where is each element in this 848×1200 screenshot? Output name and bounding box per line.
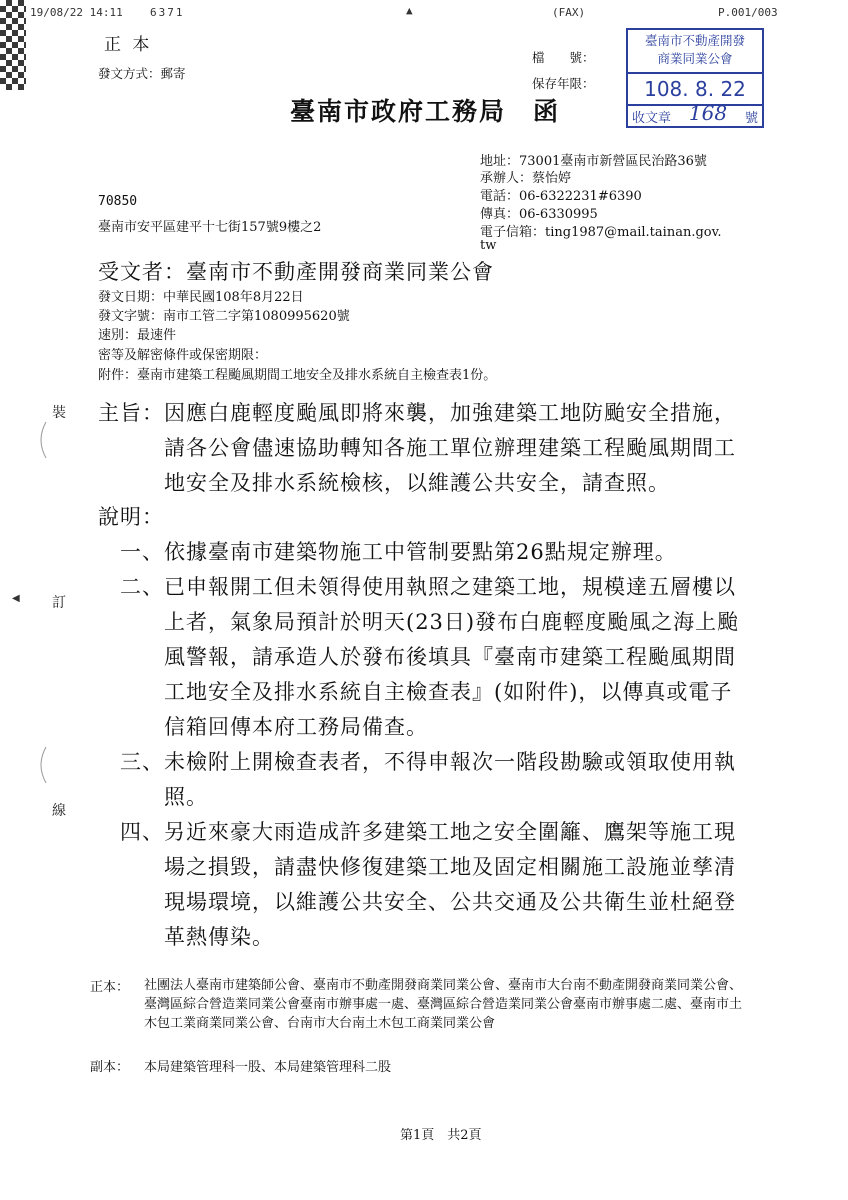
sender-address: 地址：73001臺南市新營區民治路36號 (480, 154, 707, 169)
received-stamp (626, 28, 764, 128)
document-title: 臺南市政府工務局 函 (290, 97, 561, 126)
original-mark: 正 本 (104, 35, 153, 55)
original-copy-label: 正本： (90, 980, 130, 995)
subject-text: 因應白鹿輕度颱風即將來襲，加強建築工地防颱安全措施，請各公會儘速協助轉知各施工單位辦理建築工程颱風期間工地安全及排水系統檢核，以維護公共安全，請查照。 (164, 401, 736, 495)
sender-fax: 傳真：06-6330995 (480, 207, 598, 222)
original-copy-text: 社團法人臺南市建築師公會、臺南市不動產開發商業同業公會、臺南市大台南不動產開發商業同業公會、臺灣區綜合營造業同業公會臺南市辦事處一處、臺灣區綜合營造業同業公會臺南市辦事處二處、臺南市土木包工業商業同業公會、台南市大台南土木包工商業同業公會 (144, 978, 743, 1031)
doc-number: 發文字號：南市工管二字第1080995620號 (98, 309, 350, 324)
binding-hole-bottom (34, 745, 48, 785)
item-3-text: 未檢附上開檢查表者，不得申報次一階段勘驗或領取使用執照。 (164, 750, 736, 809)
retention-label: 保存年限： (532, 76, 595, 91)
binding-left-arrow-icon: ◀ (12, 593, 20, 604)
recipient-mail-address: 臺南市安平區建平十七街157號9樓之2 (98, 220, 322, 235)
fax-page: P.001/003 (718, 6, 778, 19)
item-3-num: 三、 (120, 750, 164, 774)
fax-number: 6371 (150, 6, 185, 19)
item-1-num: 一、 (120, 540, 164, 564)
recipient-postcode: 70850 (98, 194, 138, 209)
file-no-label: 檔 號： (532, 50, 595, 65)
binding-mark-bottom: 線 (52, 803, 66, 819)
item-2-num: 二、 (120, 575, 164, 599)
stamp-date: 108. 8. 22 (628, 74, 762, 106)
send-method: 發文方式：郵寄 (98, 66, 186, 81)
sender-handler: 承辦人：蔡怡婷 (480, 171, 572, 186)
item-2-text: 已申報開工但未領得使用執照之建築工地，規模達五層樓以上者，氣象局預計於明天(23日)發布白鹿輕度颱風之海上颱風警報，請承造人於發布後填具『臺南市建築工程颱風期間工地安全及排水系統自主檢查表』(如附件)，以傳真或電子信箱回傳本府工務局備查。 (164, 575, 740, 739)
subject-label: 主旨： (98, 401, 164, 425)
page-footer: 第1頁 共2頁 (400, 1128, 482, 1143)
item-4-text: 另近來豪大雨造成許多建築工地之安全圍籬、鷹架等施工現場之損毀，請盡快修復建築工地及固定相關施工設施並孳清現場環境，以維護公共安全、公共交通及公共衛生並杜絕登革熱傳染。 (164, 820, 736, 949)
sender-email-cont: tw (480, 238, 497, 253)
cc-text: 本局建築管理科一股、本局建築管理科二股 (144, 1060, 392, 1075)
attachment: 附件：臺南市建築工程颱風期間工地安全及排水系統自主檢查表1份。 (98, 368, 497, 383)
fax-datetime: 19/08/22 14:11 (30, 6, 123, 19)
stamp-handwritten-number: 168 (688, 101, 728, 125)
explanation-label: 說明： (98, 505, 164, 529)
sender-email: 電子信箱：ting1987@mail.tainan.gov. (480, 225, 722, 240)
stamp-label: 收文章 (632, 111, 672, 126)
stamp-org: 臺南市不動產開發商業同業公會 (628, 30, 762, 74)
item-4-num: 四、 (120, 820, 164, 844)
stamp-number-row (628, 101, 762, 132)
stamp-suffix: 號 (744, 111, 758, 126)
fax-type: (FAX) (552, 6, 586, 19)
cc-label: 副本： (90, 1060, 130, 1075)
fax-checker-pattern (0, 0, 26, 90)
sender-phone: 電話：06-6322231#6390 (480, 189, 642, 204)
fax-triangle-icon: ▲ (406, 4, 413, 17)
binding-mark-top: 裝 (52, 405, 66, 421)
item-1-text: 依據臺南市建築物施工中管制要點第26點規定辦理。 (164, 540, 677, 564)
issue-date: 發文日期：中華民國108年8月22日 (98, 290, 304, 305)
recipient: 受文者：臺南市不動產開發商業同業公會 (98, 260, 494, 284)
secrecy: 密等及解密條件或保密期限： (98, 348, 268, 363)
binding-mark-middle: 訂 (52, 595, 66, 611)
binding-hole-top (34, 420, 48, 460)
speed: 速別：最速件 (98, 328, 177, 343)
